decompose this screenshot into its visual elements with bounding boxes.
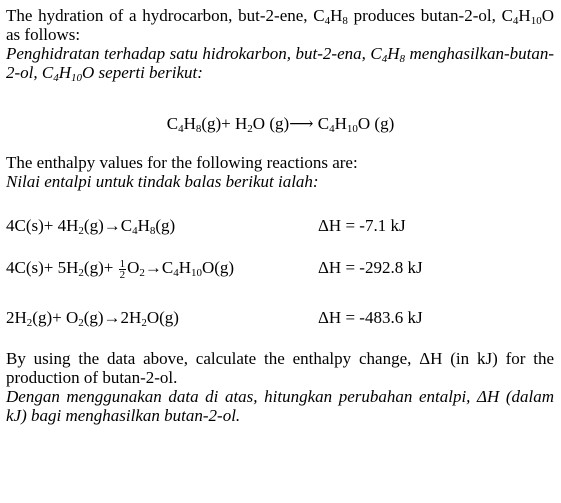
intro-malay: Penghidratan terhadap satu hidrokarbon, but-2-ena, $C_4H_8$ menghasilkan-butan-2-ol, $C_4H_{10}O$ seperti berikut: [6,44,554,84]
question-english: By using the data above, calculate the enthalpy change, ΔH (in kJ) for the production of butan-2-ol. [6,349,554,387]
one-half-fraction: $\frac{1}{2}$ [119,257,126,281]
reaction-2-equation: $4C(s)+ 5H_2(g)+$ $\frac{1}{2}$ $O_2\to C_4H_{10}O(g)$ [6,257,235,281]
data-intro-english: The enthalpy values for the following reactions are: [6,153,358,172]
reaction-3-delta-h: ΔH = -483.6 kJ [318,308,423,327]
intro-paragraph [6,6,554,82]
intro-english: The hydration of a hydrocarbon, but-2-ene, $C_4H_8$ produces butan-2-ol, $C_4H_{10}O$ as follows: [6,6,554,44]
question-malay: Dengan menggunakan data di atas, hitungkan perubahan entalpi, ΔH (dalam kJ) bagi menghasilkan butan-2-ol. [6,387,554,425]
reaction-1-equation: $4C(s)+ 4H_2(g)\to C_4H_8(g)$ [6,216,176,237]
data-intro-malay: Nilai entalpi untuk tindak balas berikut ialah: [6,172,319,191]
reaction-1-delta-h: ΔH = -7.1 kJ [318,216,406,235]
main-equation: $C_4H_8(g)+ H_2O$ (g)⟶ $C_4H_{10}O$ (g) [166,114,395,135]
question-paragraph [6,349,554,425]
data-intro-paragraph [6,153,554,191]
reaction-3-equation: $2H_2(g)+ O_2(g)\to 2H_2O(g)$ [6,308,179,329]
reaction-2-delta-h: ΔH = -292.8 kJ [318,258,423,277]
